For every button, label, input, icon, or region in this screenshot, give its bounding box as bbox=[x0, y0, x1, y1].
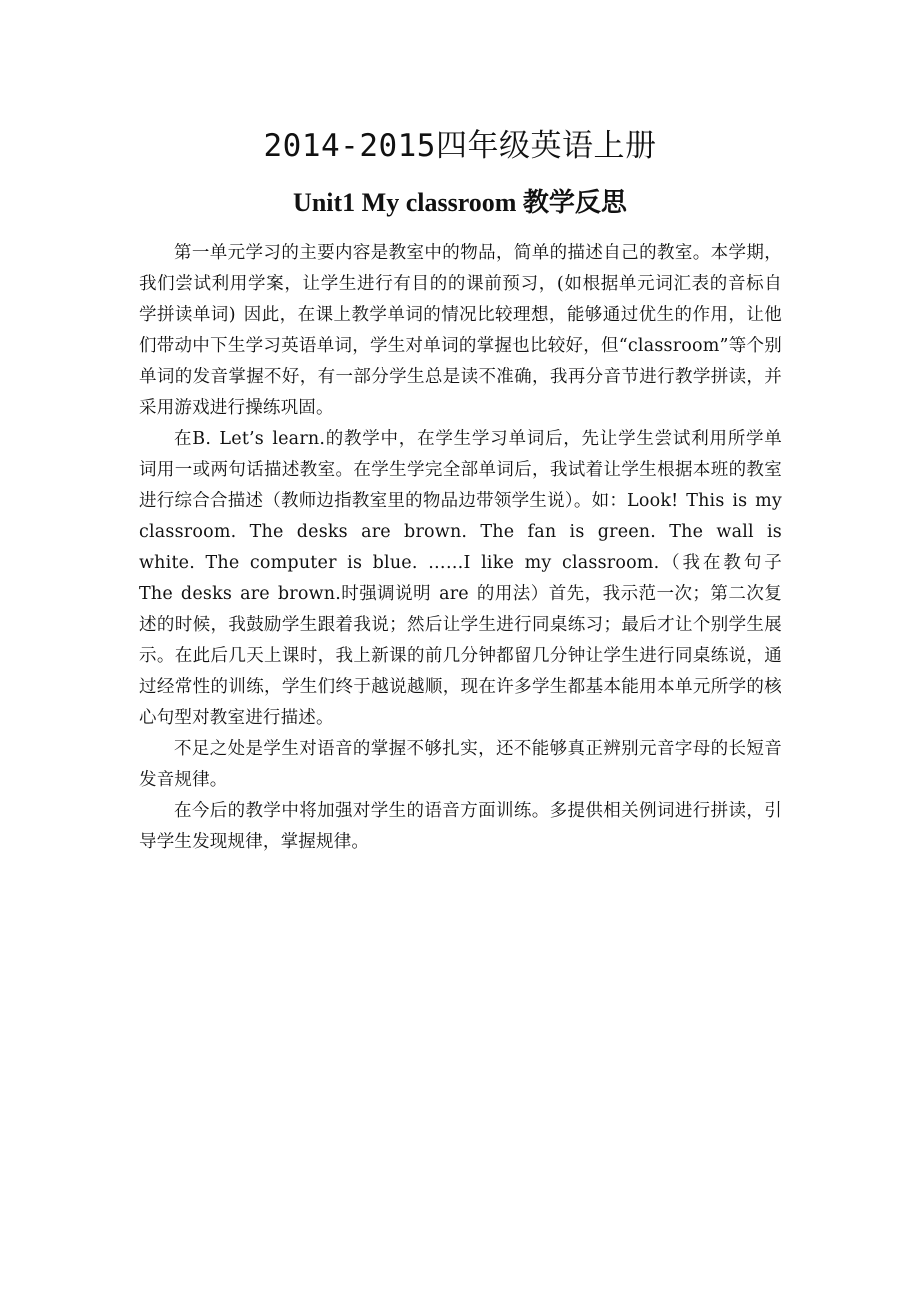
paragraph-2: 在B. Let’s learn.的教学中，在学生学习单词后，先让学生尝试利用所学单词用一或两句话描述教室。在学生学完全部单词后，我试着让学生根据本班的教室进行综合合描述（教师边指教室里的物品边带领学生说）。如：Look! This is my classroom. The desks are brown. The fan is green. The wall is white. The computer is blue. ……I like my classroom.（我在教句子 The desks are brown.时强调说明 are 的用法）首先，我示范一次；第二次复述的时候，我鼓励学生跟着我说；然后让学生进行同桌练习；最后才让个别学生展示。在此后几天上课时，我上新课的前几分钟都留几分钟让学生进行同桌练说，通过经常性的训练，学生们终于越说越顺，现在许多学生都基本能用本单元所学的核心句型对教室进行描述。 bbox=[139, 429, 782, 728]
document-body bbox=[139, 238, 782, 858]
paragraph-4: 在今后的教学中将加强对学生的语音方面训练。多提供相关例词进行拼读，引导学生发现规律，掌握规律。 bbox=[139, 801, 782, 852]
document-subtitle: Unit1 My classroom 教学反思 bbox=[293, 188, 627, 217]
document-title: 2014-2015四年级英语上册 bbox=[263, 128, 657, 164]
paragraph-1: 第一单元学习的主要内容是教室中的物品，简单的描述自己的教室。本学期，我们尝试利用学案，让学生进行有目的的课前预习，(如根据单元词汇表的音标自学拼读单词) 因此，在课上教学单词的情况比较理想，能够通过优生的作用，让他们带动中下生学习英语单词，学生对单词的掌握也比较好，但“classroom”等个别单词的发音掌握不好，有一部分学生总是读不准确，我再分音节进行教学拼读，并采用游戏进行操练巩固。 bbox=[139, 243, 782, 418]
paragraph-3: 不足之处是学生对语音的掌握不够扎实，还不能够真正辨别元音字母的长短音发音规律。 bbox=[139, 739, 782, 790]
